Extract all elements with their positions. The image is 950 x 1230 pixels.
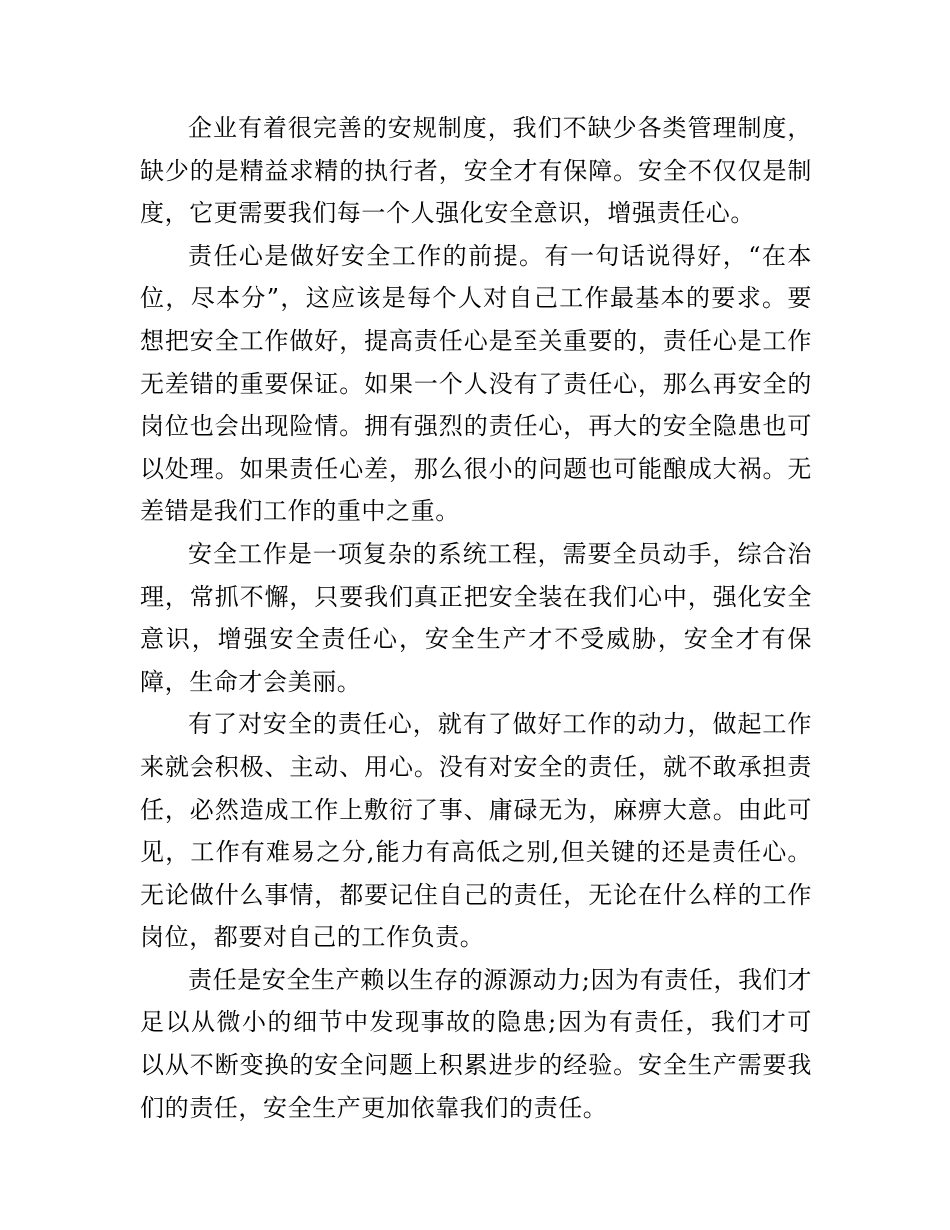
paragraph-1: 企业有着很完善的安规制度，我们不缺少各类管理制度，缺少的是精益求精的执行者，安全才有保障。安全不仅仅是制度，它更需要我们每一个人强化安全意识，增强责任心。 — [140, 114, 812, 228]
body-text — [140, 107, 812, 1129]
paragraph-4: 有了对安全的责任心，就有了做好工作的动力，做起工作来就会积极、主动、用心。没有对安全的责任，就不敢承担责任，必然造成工作上敷衍了事、庸碌无为，麻痹大意。由此可见，工作有难易之分,能力有高低之别,但关键的还是责任心。无论做什么事情，都要记住自己的责任，无论在什么样的工作岗位，都要对自己的工作负责。 — [140, 710, 812, 952]
paragraph-5: 责任是安全生产赖以生存的源源动力;因为有责任，我们才足以从微小的细节中发现事故的隐患;因为有责任，我们才可以从不断变换的安全问题上积累进步的经验。安全生产需要我们的责任，安全生产更加依靠我们的责任。 — [140, 965, 812, 1122]
paragraph-2: 责任心是做好安全工作的前提。有一句话说得好，“在本位，尽本分”，这应该是每个人对自己工作最基本的要求。要想把安全工作做好，提高责任心是至关重要的，责任心是工作无差错的重要保证。如果一个人没有了责任心，那么再安全的岗位也会出现险情。拥有强烈的责任心，再大的安全隐患也可以处理。如果责任心差，那么很小的问题也可能酿成大祸。无差错是我们工作的重中之重。 — [140, 241, 812, 526]
paragraph-3: 安全工作是一项复杂的系统工程，需要全员动手，综合治理，常抓不懈，只要我们真正把安全装在我们心中，强化安全意识，增强安全责任心，安全生产才不受威胁，安全才有保障，生命才会美丽。 — [140, 539, 812, 696]
